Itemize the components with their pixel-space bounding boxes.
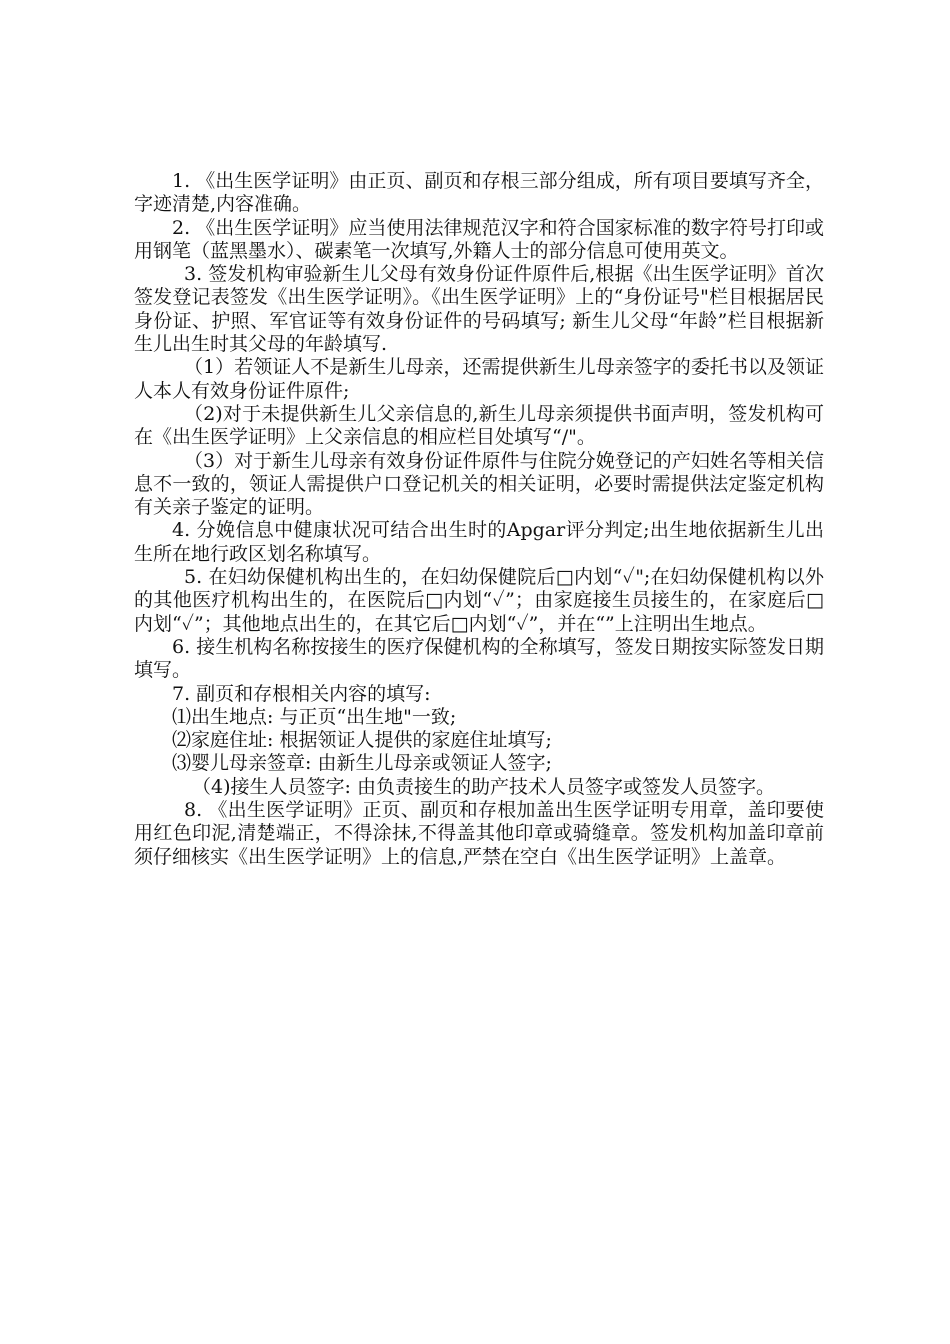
paragraph-7-sub-1: ⑴出生地点: 与正页“出生地"一致; — [172, 705, 457, 728]
paragraph-3-sub-2: （2)对于未提供新生儿父亲信息的,新生儿母亲须提供书面声明，签发机构可在《出生医学证明》上父亲信息的相应栏目处填写“/"。 — [134, 402, 824, 449]
paragraph-3: 3. 签发机构审验新生儿父母有效身份证件原件后,根据《出生医学证明》首次签发登记表签发《出生医学证明》。《出生医学证明》上的“身份证号"栏目根据居民身份证、护照、军官证等有效身份证件的号码填写; 新生儿父母“年龄”栏目根据新生儿出生时其父母的年龄填写. — [134, 263, 824, 356]
paragraph-6: 6. 接生机构名称按接生的医疗保健机构的全称填写，签发日期按实际签发日期填写。 — [134, 635, 824, 682]
paragraph-1: 1. 《出生医学证明》由正页、副页和存根三部分组成，所有项目要填写齐全，字迹清楚,内容准确。 — [134, 170, 824, 216]
paragraph-3-sub-3: （3）对于新生儿母亲有效身份证件原件与住院分娩登记的产妇姓名等相关信息不一致的，领证人需提供户口登记机关的相关证明，必要时需提供法定鉴定机构有关亲子鉴定的证明。 — [134, 449, 824, 519]
paragraph-2: 2. 《出生医学证明》应当使用法律规范汉字和符合国家标准的数字符号打印或用钢笔（蓝黑墨水）、碳素笔一次填写,外籍人士的部分信息可使用英文。 — [134, 216, 824, 262]
paragraph-4: 4. 分娩信息中健康状况可结合出生时的Apgar评分判定;出生地依据新生儿出生所在地行政区划名称填写。 — [134, 519, 824, 565]
document-body — [134, 170, 824, 869]
paragraph-7: 7. 副页和存根相关内容的填写: — [172, 682, 431, 705]
paragraph-7-sub-4: （4)接生人员签字: 由负责接生的助产技术人员签字或签发人员签字。 — [192, 775, 775, 798]
paragraph-5: 5. 在妇幼保健机构出生的，在妇幼保健院后□内划“✓";在妇幼保健机构以外的其他医疗机构出生的，在医院后□内划“✓”；由家庭接生员接生的，在家庭后□内划“✓”；其他地点出生的，在其它后□内划“✓”，并在“”上注明出生地点。 — [134, 566, 824, 635]
paragraph-7-sub-3: ⑶婴儿母亲签章: 由新生儿母亲或领证人签字; — [172, 752, 552, 775]
paragraph-8: 8. 《出生医学证明》正页、副页和存根加盖出生医学证明专用章，盖印要使用红色印泥,清楚端正，不得涂抹,不得盖其他印章或骑缝章。签发机构加盖印章前须仔细核实《出生医学证明》上的信息,严禁在空白《出生医学证明》上盖章。 — [134, 799, 824, 868]
paragraph-3-sub-1: （1）若领证人不是新生儿母亲，还需提供新生儿母亲签字的委托书以及领证人本人有效身份证件原件; — [134, 356, 824, 402]
paragraph-7-sub-2: ⑵家庭住址: 根据领证人提供的家庭住址填写; — [172, 729, 552, 752]
